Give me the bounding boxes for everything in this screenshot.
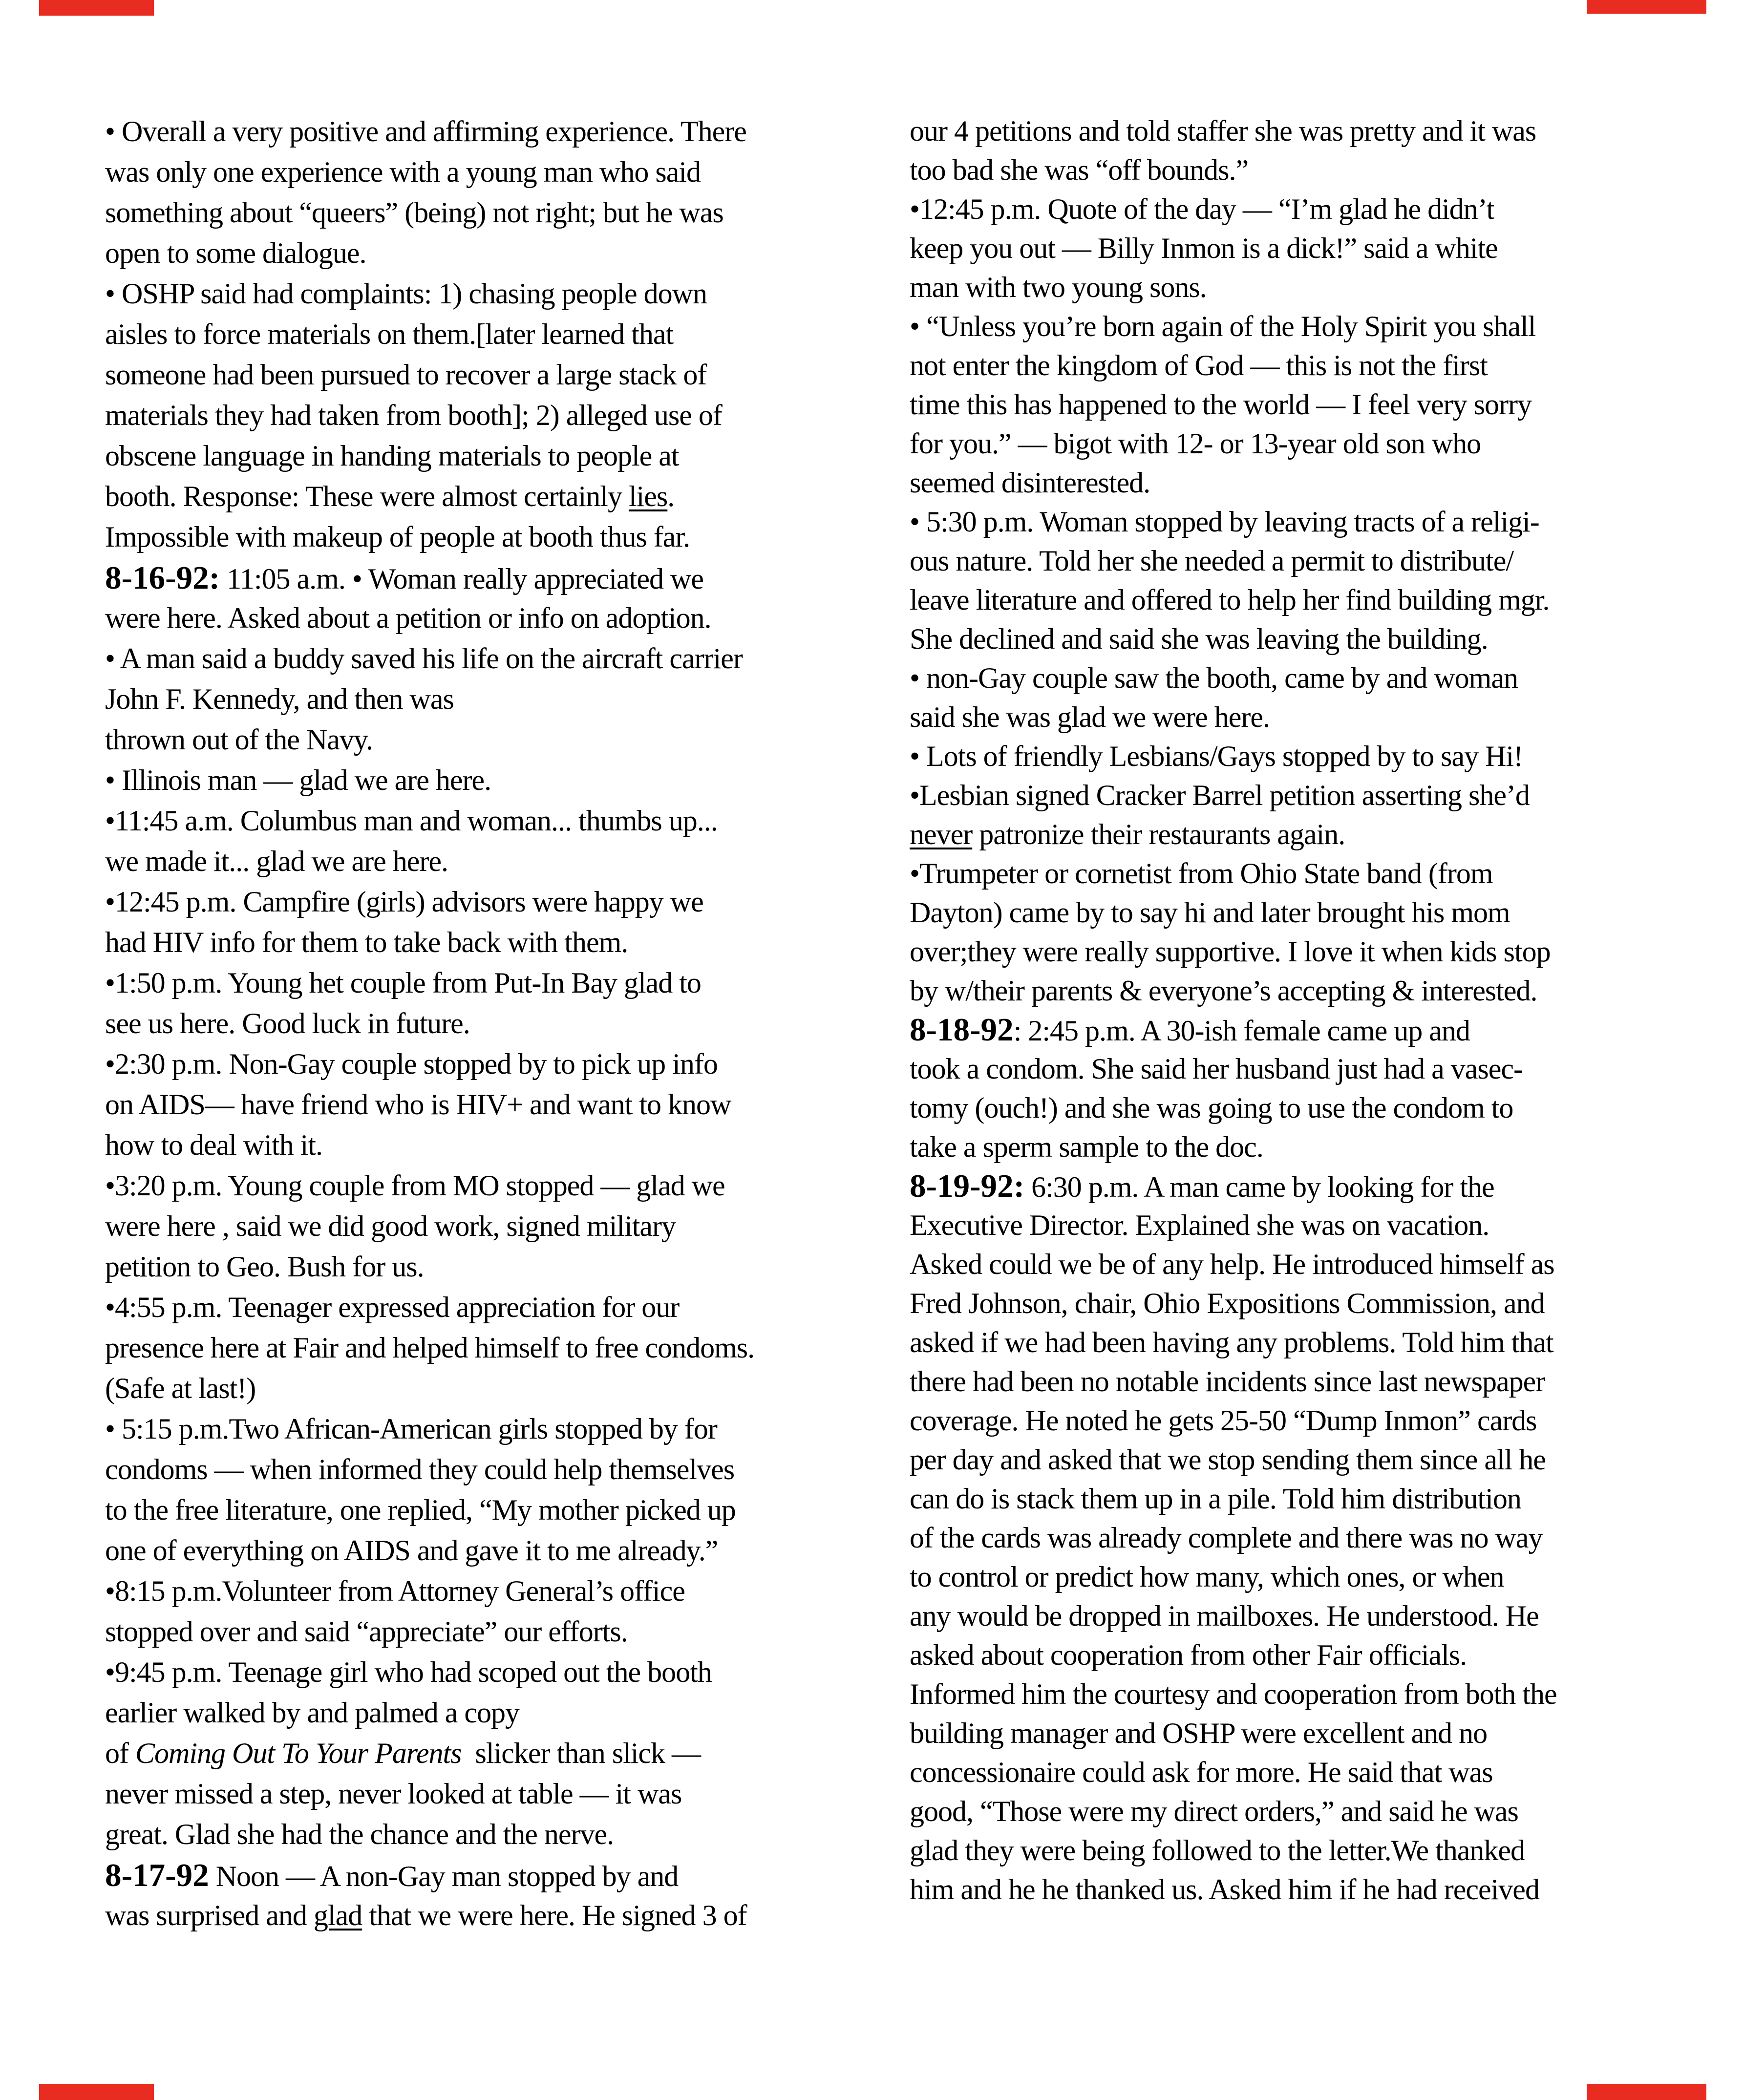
text-line: Executive Director. Explained she was on vacation. — [910, 1209, 1489, 1241]
text-line: keep you out — Billy Inmon is a dick!” said a white — [910, 232, 1498, 264]
text-line: stopped over and said “appreciate” our efforts. — [105, 1615, 628, 1648]
text-line: earlier walked by and palmed a copy — [105, 1697, 519, 1729]
text-line: per day and asked that we stop sending them since all he — [910, 1443, 1546, 1476]
bottom-left-red-bar — [39, 2084, 154, 2100]
text-run: : 2:45 p.m. A 30-ish female came up and — [1013, 1015, 1470, 1047]
text-line: leave literature and offered to help her find building mgr. — [910, 584, 1550, 616]
text-line — [105, 476, 896, 517]
text-line: coverage. He noted he gets 25-50 “Dump Inmon” cards — [910, 1404, 1537, 1437]
text-line: seemed disinterested. — [910, 467, 1150, 499]
text-line: said she was glad we were here. — [910, 701, 1270, 733]
text-line: • “Unless you’re born again of the Holy Spirit you shall — [910, 310, 1536, 342]
text-line: him and he he thanked us. Asked him if he had received — [910, 1873, 1539, 1906]
text-run: was surprised and — [105, 1899, 314, 1931]
text-line: •1:50 p.m. Young het couple from Put-In Bay glad to — [105, 967, 701, 999]
left-text-column — [105, 111, 896, 1936]
text-line: to control or predict how many, which ones, or when — [910, 1561, 1504, 1593]
text-line: Asked could we be of any help. He introduced himself as — [910, 1248, 1554, 1280]
text-run: 6:30 p.m. A man came by looking for the — [1024, 1171, 1494, 1203]
text-line: great. Glad she had the chance and the nerve. — [105, 1818, 614, 1850]
text-line: time this has happened to the world — I feel very sorry — [910, 388, 1531, 421]
text-run: that we were here. He signed 3 of — [362, 1899, 747, 1931]
text-line: John F. Kennedy, and then was — [105, 683, 454, 715]
text-line: were here , said we did good work, signed military — [105, 1210, 676, 1242]
top-left-red-bar — [39, 0, 154, 16]
text-line: Informed him the courtesy and cooperation from both the — [910, 1678, 1557, 1710]
text-line — [910, 1010, 1711, 1049]
text-line: obscene language in handing materials to people at — [105, 440, 679, 472]
text-line: concessionaire could ask for more. He said that was — [910, 1756, 1493, 1788]
text-line: ous nature. Told her she needed a permit to distribute/ — [910, 545, 1514, 577]
text-line: • 5:15 p.m.Two African-American girls stopped by for — [105, 1413, 717, 1445]
text-run: . — [667, 480, 675, 512]
text-line: there had been no notable incidents since last newspaper — [910, 1365, 1545, 1398]
text-line: good, “Those were my direct orders,” and said he was — [910, 1795, 1518, 1827]
top-right-red-bar — [1587, 0, 1706, 14]
text-line: asked about cooperation from other Fair officials. — [910, 1639, 1467, 1671]
text-line: •8:15 p.m.Volunteer from Attorney General’s office — [105, 1575, 685, 1607]
underlined-text: never — [910, 818, 973, 850]
text-line: •9:45 p.m. Teenage girl who had scoped out the booth — [105, 1656, 712, 1688]
text-line: see us here. Good luck in future. — [105, 1007, 470, 1039]
text-line: something about “queers” (being) not right; but he was — [105, 196, 723, 229]
text-line: take a sperm sample to the doc. — [910, 1131, 1263, 1163]
text-line: had HIV info for them to take back with them. — [105, 926, 628, 958]
text-line: one of everything on AIDS and gave it to me already.” — [105, 1534, 718, 1567]
text-line: glad they were being followed to the letter.We thanked — [910, 1834, 1525, 1867]
text-line: •11:45 a.m. Columbus man and woman... thumbs up... — [105, 805, 718, 837]
text-line: • Overall a very positive and affirming experience. There — [105, 115, 746, 148]
text-line: Fred Johnson, chair, Ohio Expositions Commission, and — [910, 1287, 1545, 1319]
text-line — [105, 1733, 896, 1774]
date-heading: 8-17-92 — [105, 1857, 209, 1893]
text-line: never missed a step, never looked at table — it was — [105, 1778, 682, 1810]
text-line: man with two young sons. — [910, 271, 1207, 303]
text-line: were here. Asked about a petition or info on adoption. — [105, 602, 711, 634]
text-line: • OSHP said had complaints: 1) chasing people down — [105, 277, 707, 310]
text-line: condoms — when informed they could help themselves — [105, 1453, 735, 1485]
text-line: (Safe at last!) — [105, 1372, 256, 1404]
text-line: Dayton) came by to say hi and later brought his mom — [910, 896, 1510, 929]
text-line: was only one experience with a young man who said — [105, 156, 701, 188]
text-run: slicker than slick — — [461, 1737, 701, 1769]
text-run: of — [105, 1737, 135, 1769]
bottom-right-red-bar — [1587, 2084, 1706, 2100]
text-line — [105, 557, 896, 598]
text-line: •4:55 p.m. Teenager expressed appreciation for our — [105, 1291, 680, 1323]
text-run: 11:05 a.m. • Woman really appreciated we — [220, 563, 703, 595]
text-line: open to some dialogue. — [105, 237, 366, 269]
text-line: Impossible with makeup of people at booth thus far. — [105, 521, 690, 553]
text-line: too bad she was “off bounds.” — [910, 154, 1249, 186]
text-line: presence here at Fair and helped himself to free condoms. — [105, 1332, 755, 1364]
text-line: thrown out of the Navy. — [105, 723, 373, 756]
text-line: on AIDS— have friend who is HIV+ and want to know — [105, 1088, 731, 1121]
text-line: • Illinois man — glad we are here. — [105, 764, 491, 796]
text-line: building manager and OSHP were excellent and no — [910, 1717, 1488, 1749]
text-line: •2:30 p.m. Non-Gay couple stopped by to pick up info — [105, 1048, 718, 1080]
italic-title: Coming Out To Your Parents — [135, 1737, 462, 1769]
underlined-text: lies — [628, 480, 668, 512]
text-line: we made it... glad we are here. — [105, 845, 448, 877]
text-line: • non-Gay couple saw the booth, came by and woman — [910, 662, 1518, 694]
text-line — [105, 1855, 896, 1895]
text-run: patronize their restaurants again. — [972, 818, 1345, 850]
text-line: how to deal with it. — [105, 1129, 322, 1161]
text-line: someone had been pursued to recover a large stack of — [105, 359, 707, 391]
text-line: • A man said a buddy saved his life on the aircraft carrier — [105, 642, 743, 675]
underlined-text: glad — [313, 1899, 362, 1931]
text-line: •Trumpeter or cornetist from Ohio State band (from — [910, 857, 1493, 890]
text-line: can do is stack them up in a pile. Told him distribution — [910, 1483, 1521, 1515]
date-heading: 8-19-92: — [910, 1167, 1025, 1204]
text-line: •12:45 p.m. Campfire (girls) advisors were happy we — [105, 886, 703, 918]
text-line — [910, 815, 1711, 854]
text-line: over;they were really supportive. I love it when kids stop — [910, 935, 1551, 968]
text-line: for you.” — bigot with 12- or 13-year old son who — [910, 427, 1481, 460]
text-line: •3:20 p.m. Young couple from MO stopped — glad we — [105, 1169, 725, 1202]
text-line: • 5:30 p.m. Woman stopped by leaving tracts of a religi- — [910, 506, 1539, 538]
text-line: asked if we had been having any problems. Told him that — [910, 1326, 1553, 1358]
text-line — [105, 1895, 896, 1936]
text-line: any would be dropped in mailboxes. He understood. He — [910, 1600, 1539, 1632]
text-line: by w/their parents & everyone’s accepting & interested. — [910, 975, 1537, 1007]
text-line: aisles to force materials on them.[later learned that — [105, 318, 674, 350]
text-line: of the cards was already complete and there was no way — [910, 1522, 1543, 1554]
text-line: not enter the kingdom of God — this is not the first — [910, 349, 1488, 382]
text-line: •Lesbian signed Cracker Barrel petition asserting she’d — [910, 779, 1530, 811]
right-text-column — [910, 111, 1711, 1909]
text-line: •12:45 p.m. Quote of the day — “I’m glad he didn’t — [910, 193, 1494, 225]
date-heading: 8-16-92: — [105, 559, 220, 596]
date-heading: 8-18-92 — [910, 1011, 1014, 1048]
text-line: our 4 petitions and told staffer she was pretty and it was — [910, 115, 1536, 147]
text-line: to the free literature, one replied, “My mother picked up — [105, 1494, 736, 1526]
text-line: took a condom. She said her husband just had a vasec- — [910, 1053, 1523, 1085]
text-line: petition to Geo. Bush for us. — [105, 1251, 424, 1283]
text-line — [910, 1167, 1711, 1206]
text-line: She declined and said she was leaving the building. — [910, 623, 1488, 655]
text-line: • Lots of friendly Lesbians/Gays stopped by to say Hi! — [910, 740, 1523, 772]
text-run: Noon — A non-Gay man stopped by and — [209, 1860, 679, 1892]
text-run: booth. Response: These were almost certainly — [105, 480, 629, 512]
text-line: tomy (ouch!) and she was going to use the condom to — [910, 1092, 1513, 1124]
text-line: materials they had taken from booth]; 2) alleged use of — [105, 399, 722, 431]
